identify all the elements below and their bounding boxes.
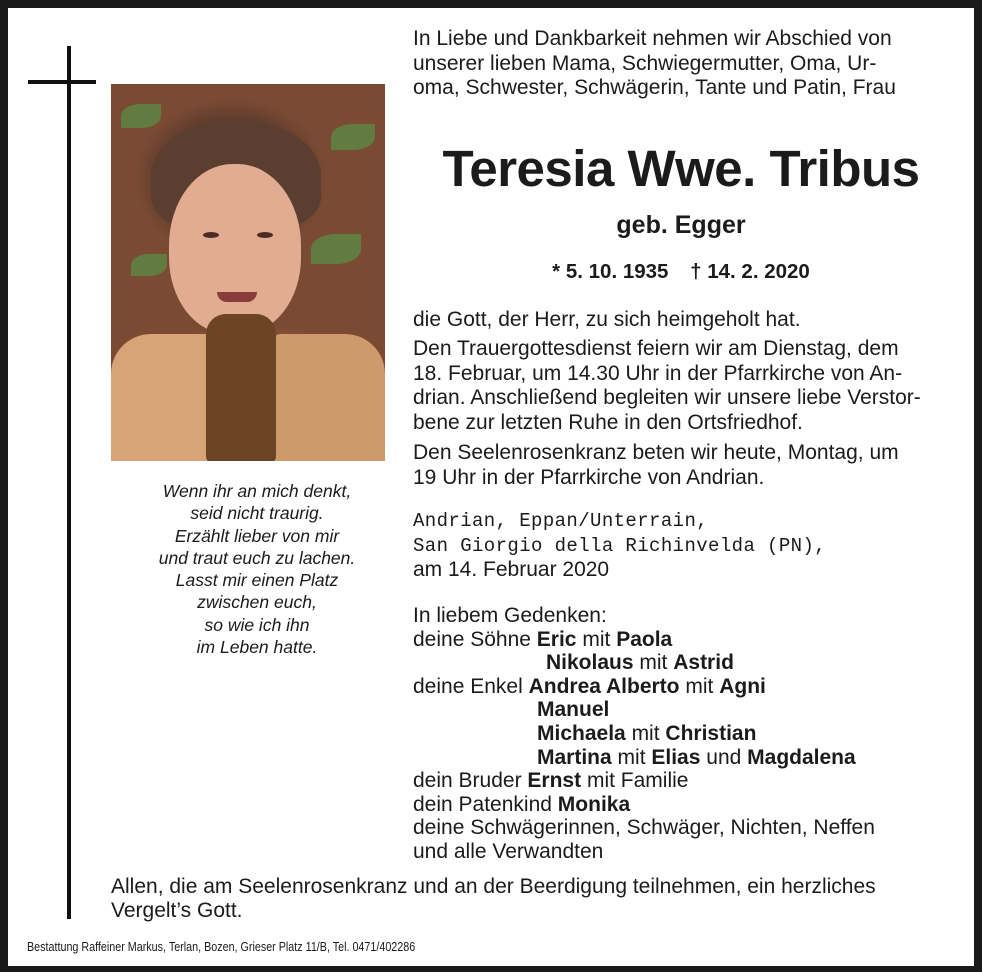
text-line: Vergelt’s Gott. (111, 899, 243, 922)
place-and-date (413, 509, 826, 583)
relation-label: deine Söhne (413, 627, 531, 651)
person-name: Agni (719, 674, 766, 698)
intro-line: unserer lieben Mama, Schwiegermutter, Oma, Ur- (413, 51, 877, 75)
intro-text (413, 27, 949, 101)
mourners-list (413, 604, 875, 864)
poem-line: Wenn ihr an mich denkt, (162, 481, 352, 501)
person-name: Manuel (537, 698, 610, 722)
connector: mit (582, 627, 611, 651)
connector: mit Familie (586, 769, 689, 793)
rosary-text (413, 441, 899, 490)
text-line: 19 Uhr in der Pfarrkirche von Andrian. (413, 465, 765, 489)
person-name: Christian (665, 721, 757, 745)
person-name: Magdalena (747, 745, 856, 769)
funeral-service-text (413, 337, 921, 435)
maiden-name: geb. Egger (616, 211, 746, 239)
mourners-heading: In liebem Gedenken: (413, 604, 607, 627)
list-item (413, 628, 875, 652)
list-item: und alle Verwandten (413, 839, 604, 863)
text-line: drian. Anschließend begleiten wir unsere liebe Verstor- (413, 386, 921, 409)
person-name: Paola (616, 627, 673, 651)
person-name: Ernst (527, 769, 582, 793)
person-name: Michaela (537, 721, 626, 745)
person-name: Eric (536, 627, 577, 651)
death-date: † 14. 2. 2020 (690, 260, 810, 283)
person-name: Elias (651, 745, 701, 769)
obituary-notice (8, 8, 974, 966)
deceased-name: Teresia Wwe. Tribus (442, 140, 920, 197)
text-line: Den Trauergottesdienst feiern wir am Dienstag, dem (413, 337, 899, 360)
text-line: die Gott, der Herr, zu sich heimgeholt hat. (413, 308, 801, 331)
funeral-home-footer: Bestattung Raffeiner Markus, Terlan, Bozen, Grieser Platz 11/B, Tel. 0471/402286 (27, 940, 416, 954)
text-line: bene zur letzten Ruhe in den Ortsfriedhof. (413, 410, 803, 434)
notice-text-column (413, 27, 949, 863)
intro-line: oma, Schwester, Schwägerin, Tante und Patin, Frau (413, 76, 896, 99)
connector: mit (685, 674, 714, 698)
person-name: Monika (557, 792, 631, 816)
list-item (413, 722, 875, 746)
person-name: Martina (537, 745, 612, 769)
person-name: Andrea Alberto (528, 674, 680, 698)
intro-line: In Liebe und Dankbarkeit nehmen wir Abschied von (413, 27, 892, 50)
list-item (413, 746, 875, 770)
text-line: Den Seelenrosenkranz beten wir heute, Montag, um (413, 441, 899, 464)
connector: mit (631, 721, 660, 745)
called-home-text (413, 308, 801, 333)
list-item (413, 793, 875, 817)
person-name: Astrid (673, 651, 734, 675)
poem-line: so wie ich ihn (204, 614, 310, 635)
text-line: 18. Februar, um 14.30 Uhr in der Pfarrkirche von An- (413, 361, 903, 385)
poem-line: Lasst mir einen Platz (175, 570, 339, 591)
cross-icon-horizontal (28, 80, 96, 84)
list-item: deine Schwägerinnen, Schwäger, Nichten, Neffen (413, 816, 875, 840)
poem-line: zwischen euch, (197, 592, 317, 613)
connector: und (706, 745, 742, 769)
closing-thanks (111, 875, 949, 923)
poem-line: Erzählt lieber von mir (174, 525, 340, 546)
list-item (413, 651, 875, 675)
portrait-photo (111, 84, 385, 461)
life-dates (413, 260, 949, 284)
birth-date: * 5. 10. 1935 (552, 260, 669, 283)
relation-label: dein Bruder (413, 769, 522, 793)
cross-icon-vertical (67, 46, 71, 919)
person-name: Nikolaus (546, 651, 634, 675)
connector: mit (639, 651, 668, 675)
poem-line: im Leben hatte. (196, 637, 318, 658)
date-line: am 14. Februar 2020 (413, 558, 610, 581)
connector: mit (617, 745, 646, 769)
place-line: San Giorgio della Richinvelda (PN), (413, 534, 827, 557)
memorial-poem (120, 480, 394, 658)
relation-label: dein Patenkind (413, 792, 552, 816)
place-line: Andrian, Eppan/Unterrain, (413, 510, 709, 532)
list-item (413, 769, 875, 793)
poem-line: und traut euch zu lachen. (158, 547, 356, 568)
poem-line: seid nicht traurig. (190, 503, 324, 524)
text-line: Allen, die am Seelenrosenkranz und an der Beerdigung teilnehmen, ein herzliches (111, 875, 876, 898)
relation-label: deine Enkel (413, 674, 523, 698)
list-item (413, 698, 875, 722)
list-item (413, 675, 875, 699)
